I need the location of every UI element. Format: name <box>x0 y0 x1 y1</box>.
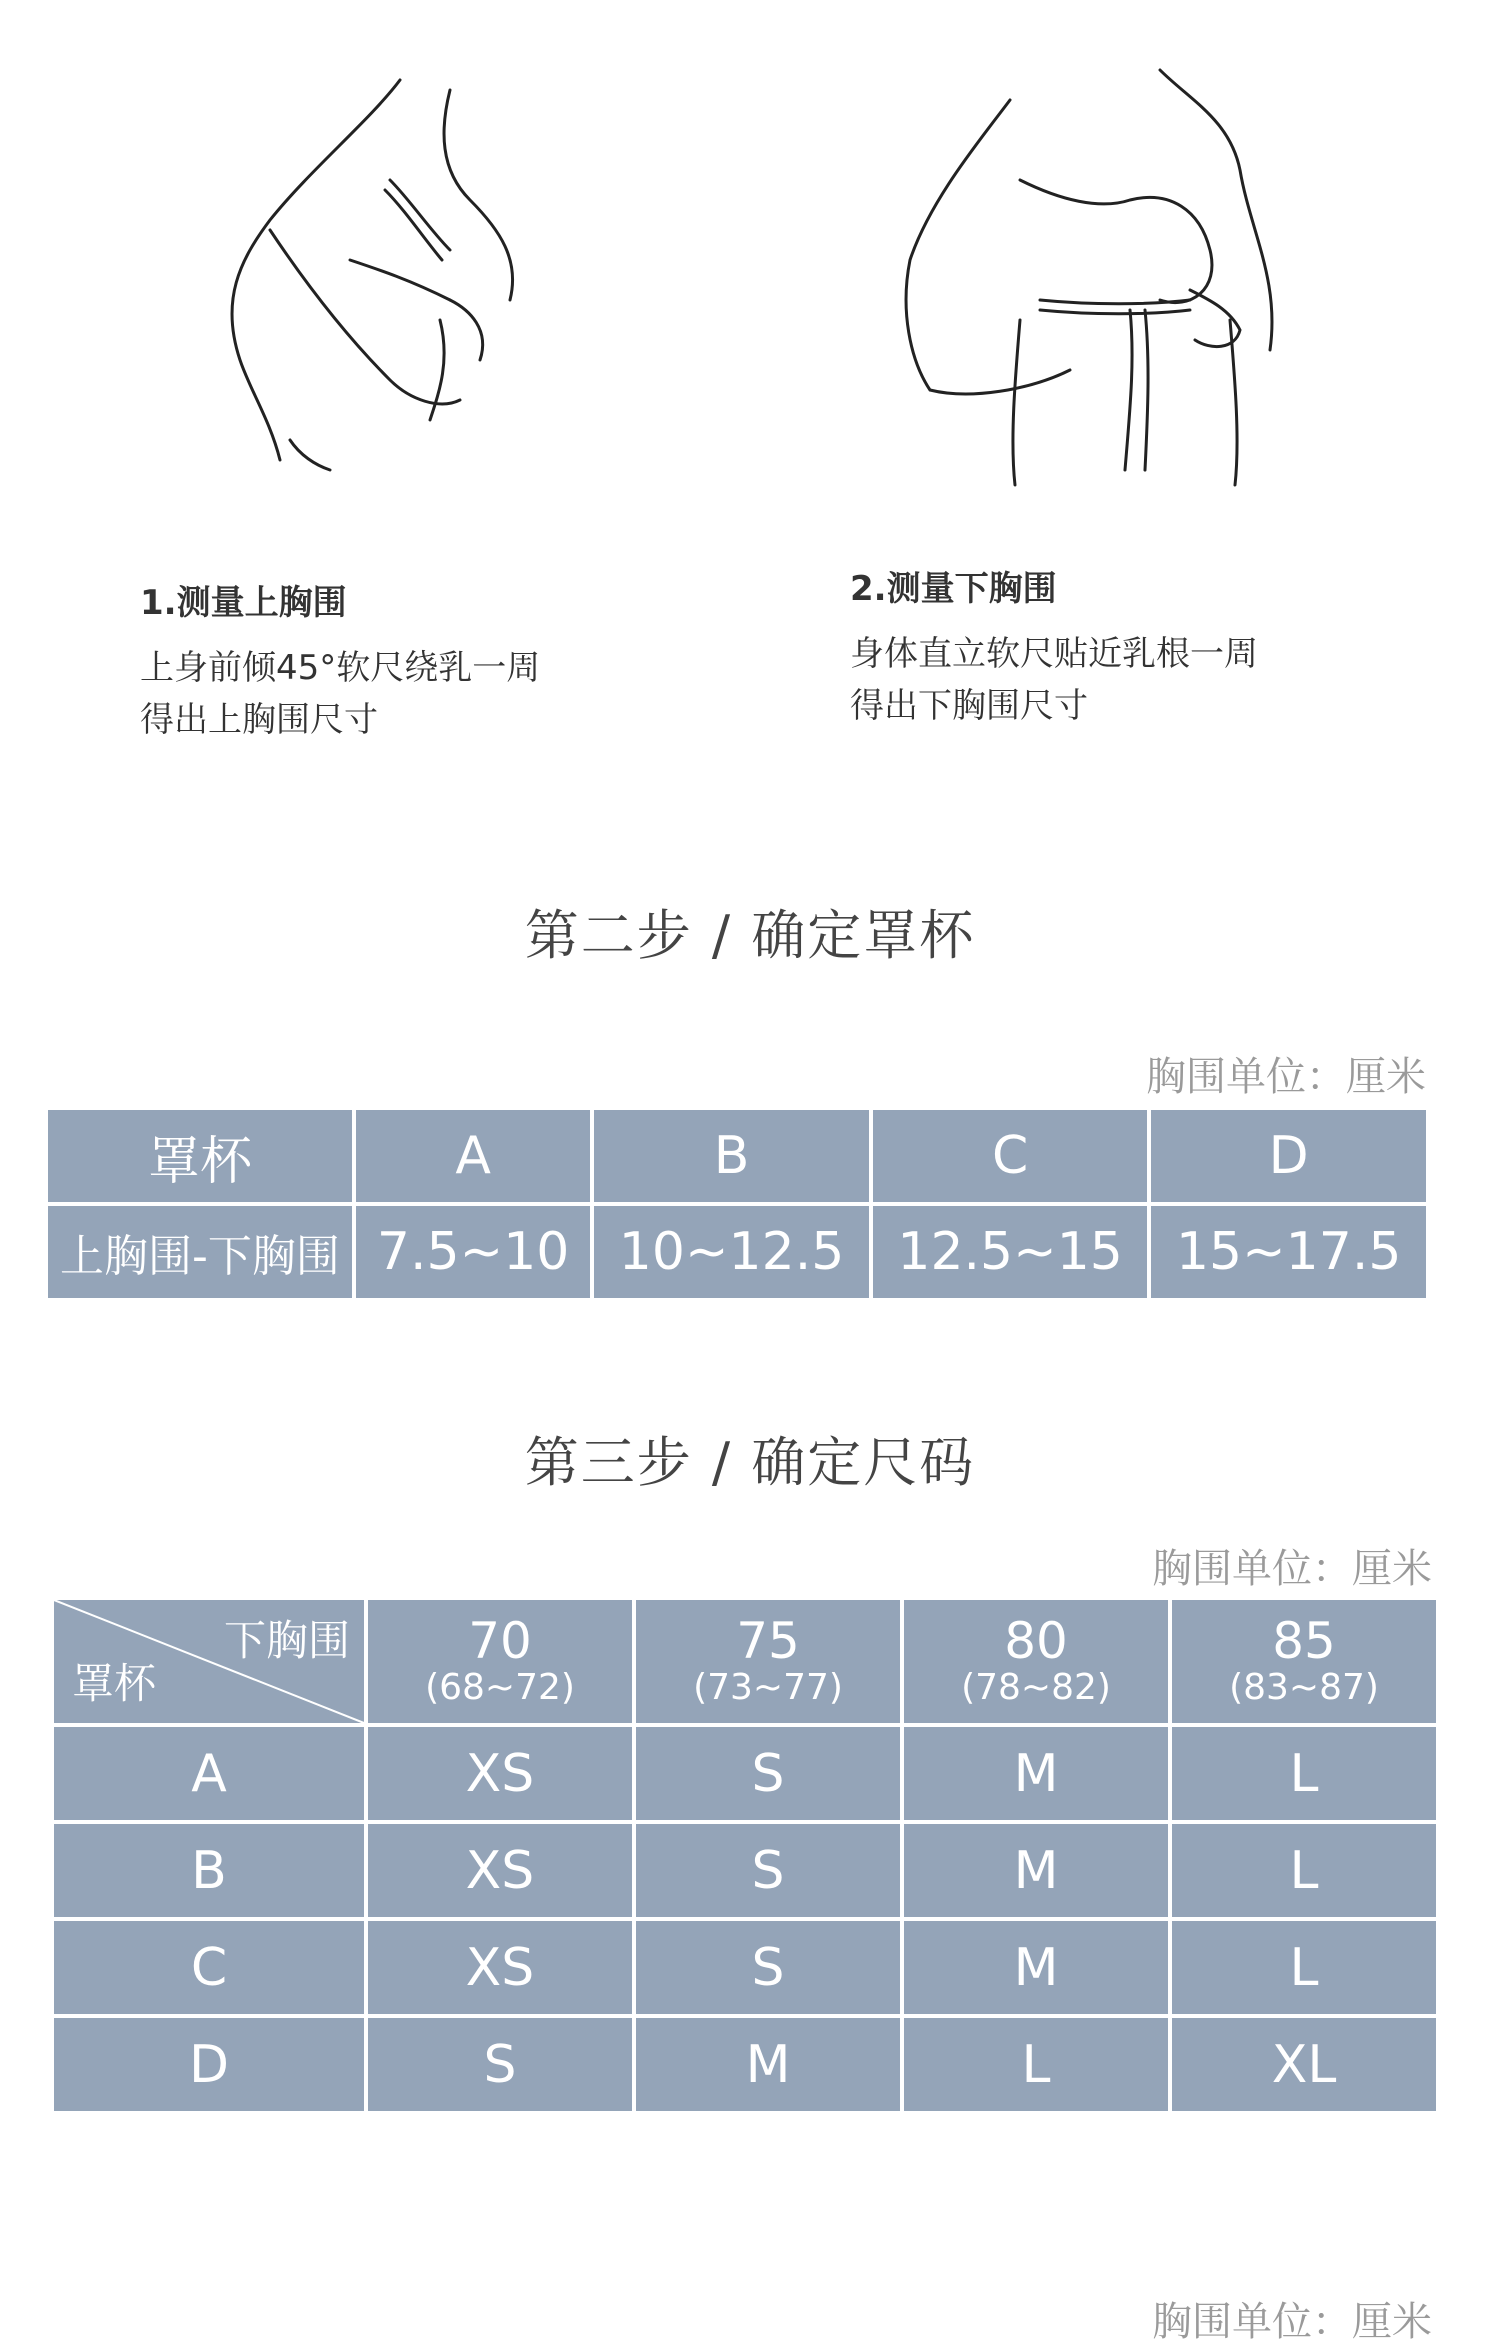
corner-cup-label: 罩杯 <box>72 1659 157 1708</box>
cup-header-c: C <box>873 1110 1148 1202</box>
size-cell: XL <box>1172 2018 1436 2111</box>
cup-header-a: A <box>356 1110 590 1202</box>
size-table-row <box>54 1727 1436 1820</box>
size-cell: M <box>636 2018 900 2111</box>
size-header-num: 80 <box>1004 1611 1068 1670</box>
cup-value-d: 15~17.5 <box>1151 1206 1426 1298</box>
size-header-70 <box>368 1600 632 1723</box>
size-header-range: (78~82) <box>961 1666 1111 1708</box>
size-cell: S <box>636 1824 900 1917</box>
size-cell: M <box>904 1921 1168 2014</box>
size-row-cup: A <box>54 1727 364 1820</box>
cup-section-title: 第二步 / 确定罩杯 <box>524 904 976 967</box>
size-cell: XS <box>368 1824 632 1917</box>
step2-desc-line1: 身体直立软尺贴近乳根一周 <box>850 634 1258 674</box>
size-cell: L <box>1172 1727 1436 1820</box>
size-header-range: (68~72) <box>425 1666 575 1708</box>
size-header-num: 75 <box>736 1611 800 1670</box>
cup-unit-label: 胸围单位：厘米 <box>1146 1054 1426 1100</box>
size-row-cup: B <box>54 1824 364 1917</box>
cup-header-b: B <box>594 1110 869 1202</box>
size-table-header-row <box>54 1600 1436 1723</box>
cup-value-b: 10~12.5 <box>594 1206 869 1298</box>
size-cell: M <box>904 1727 1168 1820</box>
step1-title: 1.测量上胸围 <box>140 583 347 623</box>
cup-table-header-row <box>48 1110 1426 1202</box>
size-cell: L <box>1172 1921 1436 2014</box>
size-unit-label: 胸围单位：厘米 <box>1152 1546 1432 1592</box>
step1-desc-line2: 得出上胸围尺寸 <box>140 700 378 740</box>
size-header-num: 85 <box>1272 1611 1336 1670</box>
size-table-row <box>54 1824 1436 1917</box>
size-cell: S <box>636 1921 900 2014</box>
cup-table <box>44 1106 1430 1302</box>
size-header-num: 70 <box>468 1611 532 1670</box>
footer-unit-label-partial: 胸围单位：厘米 <box>1152 2299 1432 2345</box>
size-cell: XS <box>368 1921 632 2014</box>
size-cell: S <box>636 1727 900 1820</box>
size-table <box>50 1596 1440 2115</box>
cup-value-a: 7.5~10 <box>356 1206 590 1298</box>
size-row-cup: D <box>54 2018 364 2111</box>
size-section-title: 第三步 / 确定尺码 <box>524 1431 976 1494</box>
size-cell: XS <box>368 1727 632 1820</box>
size-cell: M <box>904 1824 1168 1917</box>
size-header-range: (73~77) <box>693 1666 843 1708</box>
measure-under-bust-illustration <box>890 60 1310 490</box>
size-header-85 <box>1172 1600 1436 1723</box>
cup-value-c: 12.5~15 <box>873 1206 1148 1298</box>
size-header-80 <box>904 1600 1168 1723</box>
step2-title: 2.测量下胸围 <box>850 569 1057 609</box>
size-table-corner-cell <box>54 1600 364 1723</box>
measure-upper-bust-illustration <box>150 60 530 480</box>
size-cell: S <box>368 2018 632 2111</box>
size-table-row <box>54 1921 1436 2014</box>
step1-desc-line1: 上身前倾45°软尺绕乳一周 <box>140 648 541 688</box>
size-cell: L <box>904 2018 1168 2111</box>
size-table-row <box>54 2018 1436 2111</box>
size-row-cup: C <box>54 1921 364 2014</box>
step2-desc-line2: 得出下胸围尺寸 <box>850 686 1088 726</box>
size-header-range: (83~87) <box>1229 1666 1379 1708</box>
corner-under-bust-label: 下胸围 <box>223 1616 350 1665</box>
cup-table-value-row <box>48 1206 1426 1298</box>
cup-row-label: 上胸围-下胸围 <box>48 1206 352 1298</box>
cup-header-label: 罩杯 <box>48 1110 352 1202</box>
cup-header-d: D <box>1151 1110 1426 1202</box>
size-cell: L <box>1172 1824 1436 1917</box>
size-header-75 <box>636 1600 900 1723</box>
